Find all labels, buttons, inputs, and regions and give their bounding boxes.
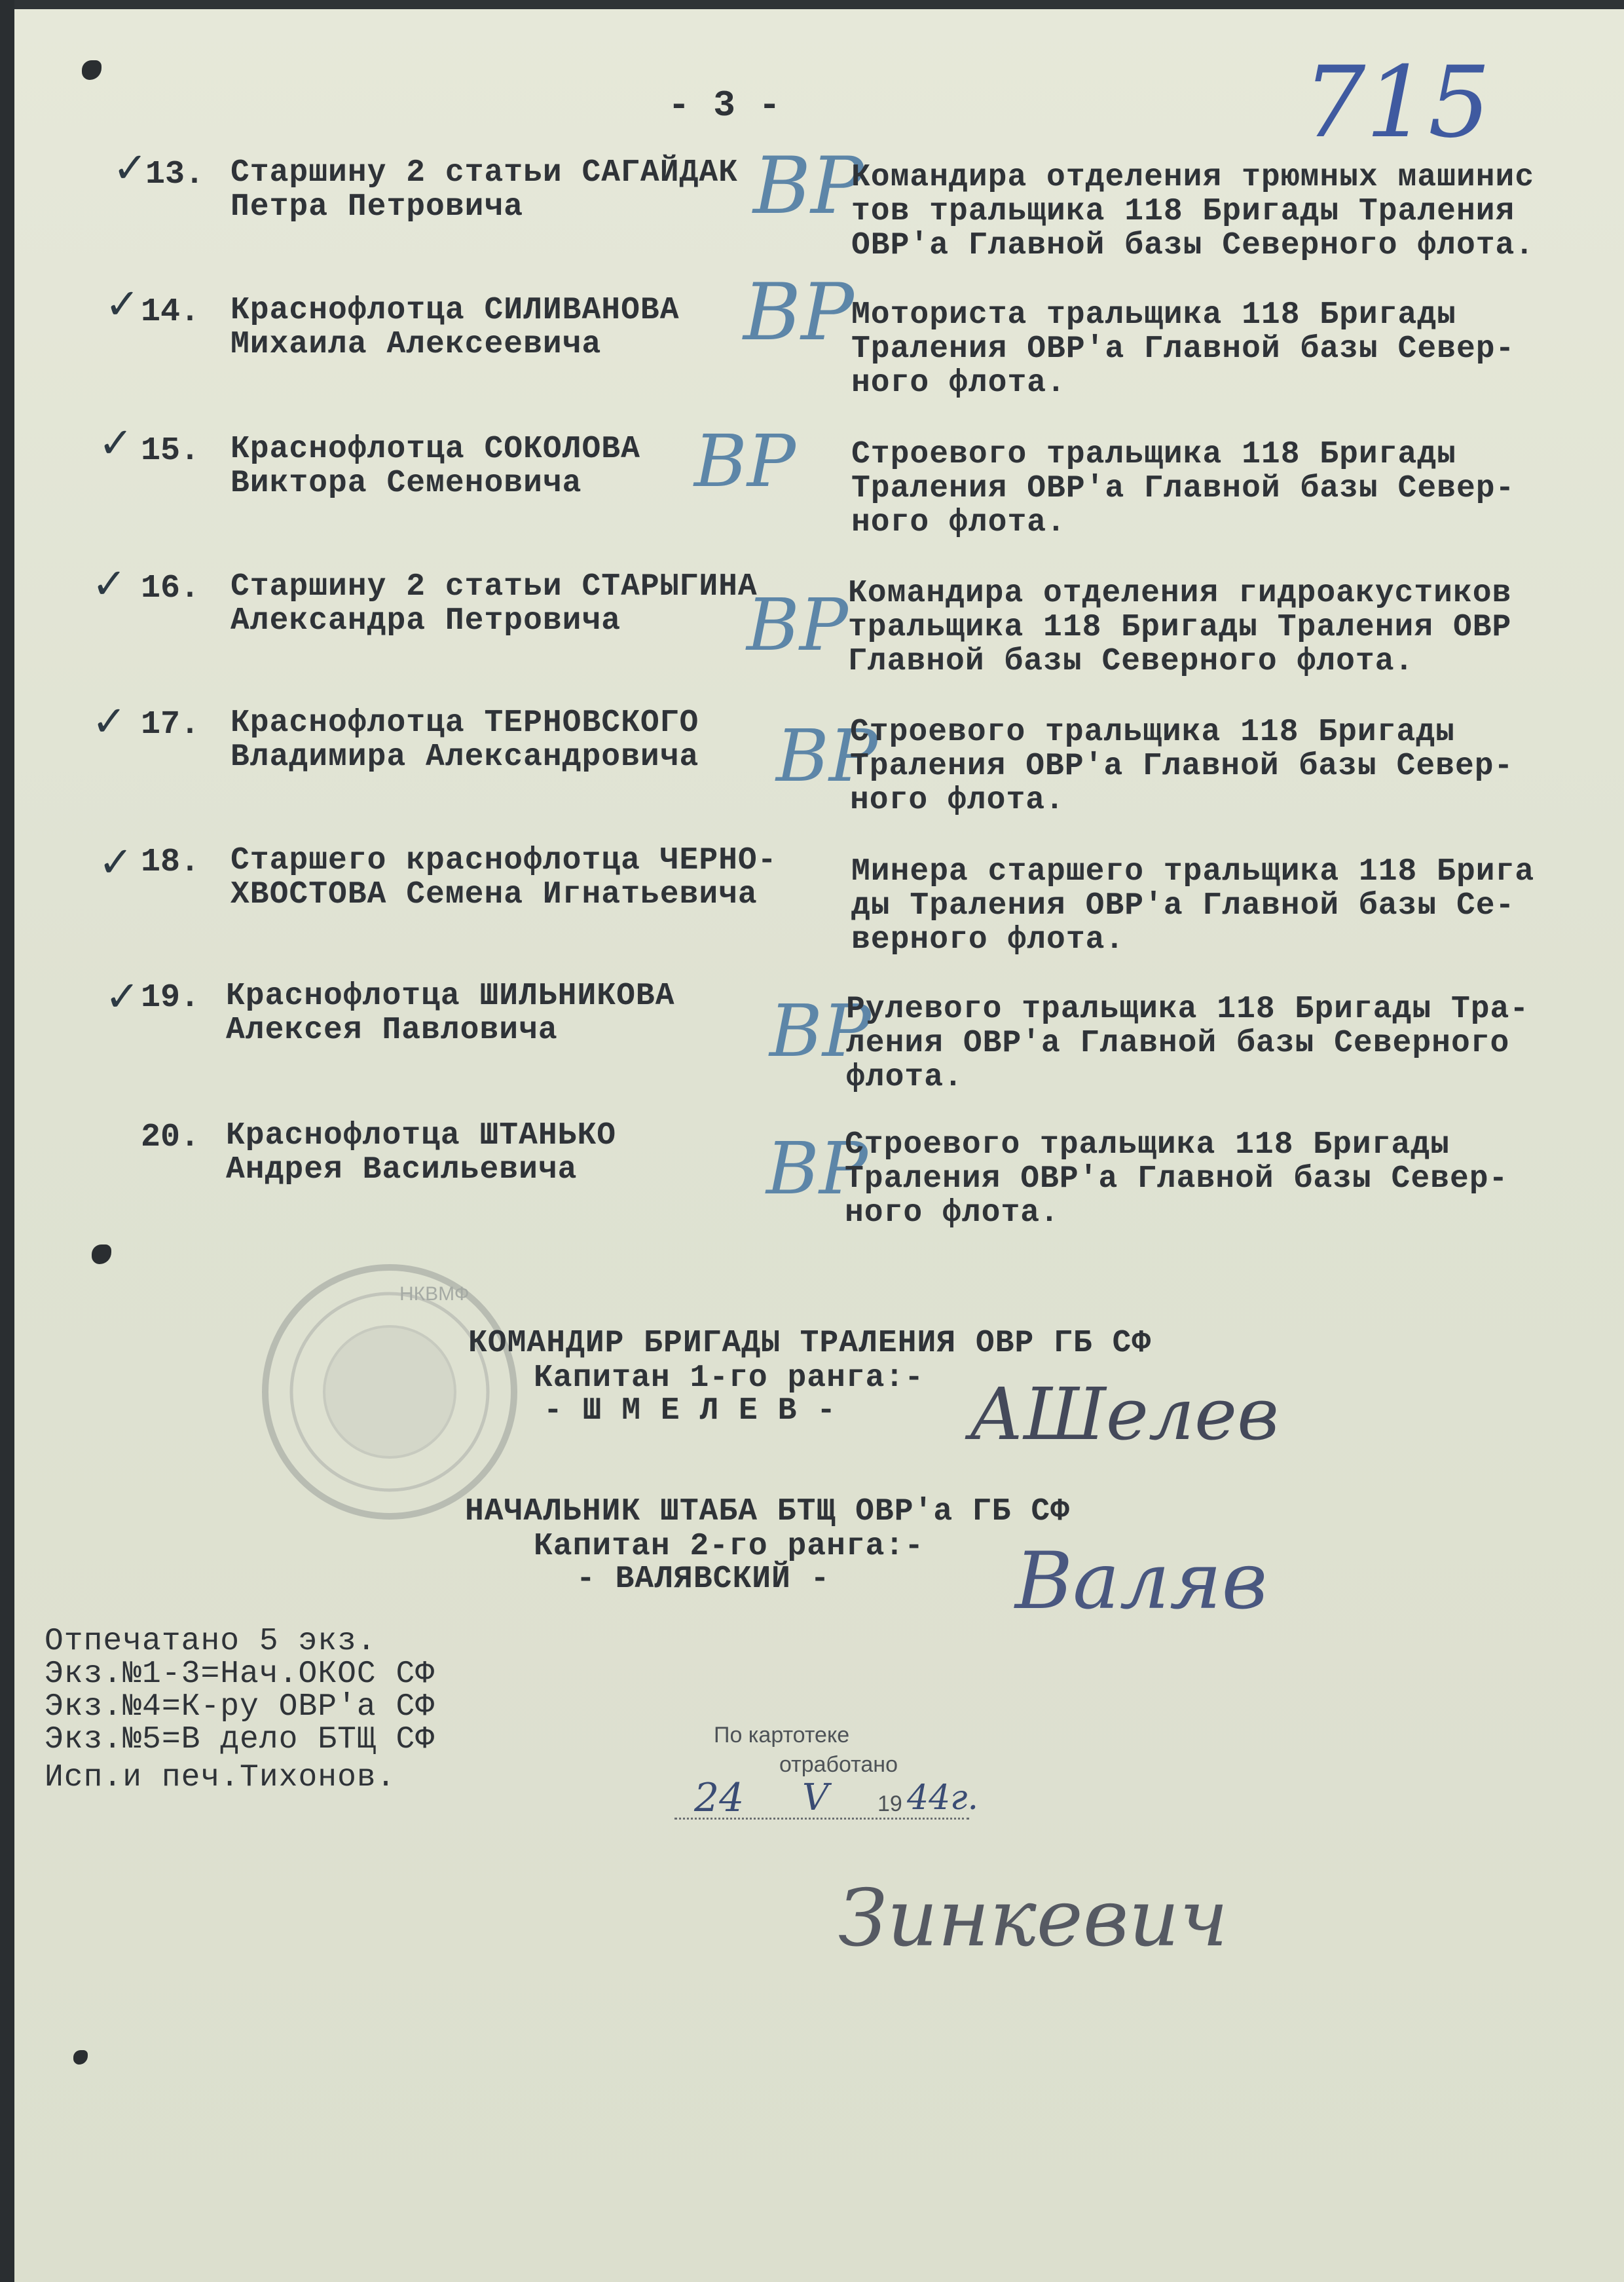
round-seal bbox=[259, 1261, 521, 1523]
entry-name: Краснофлотца ШТАНЬКО Андрея Васильевича bbox=[226, 1118, 617, 1188]
check-mark-icon: ✓ bbox=[105, 973, 140, 1021]
entry-name: Старшего краснофлотца ЧЕРНО- ХВОСТОВА Семена Игнатьевича bbox=[231, 843, 777, 912]
chief-of-staff-rank: Капитан 2-го ранга:- bbox=[534, 1529, 925, 1564]
distribution-line: Экз.№5=В дело БТЩ СФ bbox=[45, 1722, 435, 1757]
entry-number: 13. bbox=[145, 156, 205, 193]
chief-of-staff-title: НАЧАЛЬНИК ШТАБА БТЩ ОВР'а ГБ СФ bbox=[465, 1494, 1070, 1529]
entry-name: Краснофлотца СИЛИВАНОВА Михаила Алексеевича bbox=[231, 293, 680, 362]
scan-edge-top bbox=[0, 0, 1624, 9]
seal-text: НКВМФ bbox=[399, 1283, 470, 1305]
entry-position: Командира отделения гидроакустиков тральщика 118 Бригады Траления ОВР Главной базы Северного флота. bbox=[848, 576, 1512, 679]
chief-of-staff-signature: Валяв bbox=[1015, 1536, 1268, 1627]
entry-position: Строевого тральщика 118 Бригады Траления ОВР'а Главной базы Север- ного флота. bbox=[845, 1127, 1509, 1231]
check-mark-icon: ✓ bbox=[92, 560, 127, 608]
handwritten-vr-mark: ВР bbox=[694, 419, 796, 503]
entry-name: Старшину 2 статьи САГАЙДАК Петра Петровича bbox=[231, 155, 738, 225]
handwritten-vr-mark: ВР bbox=[769, 989, 871, 1073]
entry-position: Строевого тральщика 118 Бригады Траления ОВР'а Главной базы Север- ного флота. bbox=[850, 715, 1514, 818]
entry-number: 15. bbox=[141, 432, 200, 470]
check-mark-icon: ✓ bbox=[113, 144, 148, 193]
bottom-signature: Зинкевич bbox=[838, 1873, 1228, 1964]
entry-number: 17. bbox=[141, 706, 200, 743]
entry-position: Командира отделения трюмных машинис тов тральщика 118 Бригады Траления ОВР'а Главной базы Северного флота. bbox=[851, 160, 1535, 263]
commander-name: - Ш М Е Л Е В - bbox=[544, 1393, 837, 1429]
entry-position: Рулевого тральщика 118 Бригады Тра- ления ОВР'а Главной базы Северного флота. bbox=[846, 992, 1530, 1095]
entry-name: Краснофлотца СОКОЛОВА Виктора Семеновича bbox=[231, 432, 640, 501]
card-stamp-line2: отработано bbox=[779, 1752, 898, 1777]
entry-position: Моториста тральщика 118 Бригады Траления ОВР'а Главной базы Север- ного флота. bbox=[851, 297, 1515, 401]
entry-name: Краснофлотца ТЕРНОВСКОГО Владимира Александровича bbox=[231, 705, 699, 775]
handwritten-vr-mark: ВР bbox=[753, 141, 864, 232]
archive-number: 715 bbox=[1303, 46, 1491, 160]
punch-hole-mark bbox=[73, 2050, 88, 2065]
commander-title: КОМАНДИР БРИГАДЫ ТРАЛЕНИЯ ОВР ГБ СФ bbox=[468, 1326, 1152, 1361]
entry-number: 16. bbox=[141, 570, 200, 607]
entry-name: Краснофлотца ШИЛЬНИКОВА Алексея Павловича bbox=[226, 979, 675, 1048]
card-stamp-year: 44г. bbox=[907, 1778, 978, 1818]
card-stamp-month: V bbox=[802, 1776, 829, 1819]
handwritten-vr-mark: ВР bbox=[776, 714, 877, 798]
distribution-line: Отпечатано 5 экз. bbox=[45, 1624, 377, 1659]
check-mark-icon: ✓ bbox=[92, 698, 127, 746]
entry-number: 18. bbox=[141, 844, 200, 881]
card-stamp-underline bbox=[674, 1818, 969, 1820]
commander-signature: АШелев bbox=[969, 1372, 1280, 1456]
check-mark-icon: ✓ bbox=[98, 419, 134, 468]
entry-position: Минера старшего тральщика 118 Брига ды Траления ОВР'а Главной базы Се- верного флота. bbox=[851, 854, 1535, 958]
punch-hole-mark bbox=[82, 60, 101, 80]
entry-number: 20. bbox=[141, 1119, 200, 1156]
distribution-line: Исп.и печ.Тихонов. bbox=[45, 1760, 396, 1795]
entry-name: Старшину 2 статьи СТАРЫГИНА Александра Петровича bbox=[231, 569, 758, 639]
check-mark-icon: ✓ bbox=[105, 280, 140, 329]
entry-number: 14. bbox=[141, 293, 200, 331]
distribution-line: Экз.№1-3=Нач.ОКОС СФ bbox=[45, 1656, 435, 1692]
handwritten-vr-mark: ВР bbox=[747, 583, 848, 667]
commander-rank: Капитан 1-го ранга:- bbox=[534, 1360, 925, 1396]
chief-of-staff-name: - ВАЛЯВСКИЙ - bbox=[576, 1562, 830, 1597]
card-stamp-line1: По картотеке bbox=[714, 1723, 850, 1748]
check-mark-icon: ✓ bbox=[98, 838, 134, 887]
entry-position: Строевого тральщика 118 Бригады Траления ОВР'а Главной базы Север- ного флота. bbox=[851, 437, 1515, 540]
handwritten-vr-mark: ВР bbox=[743, 267, 854, 358]
scan-edge-left bbox=[0, 0, 14, 2282]
entry-number: 19. bbox=[141, 979, 200, 1017]
card-stamp-year-prefix: 19 bbox=[877, 1791, 902, 1816]
page-number: - 3 - bbox=[668, 84, 782, 126]
distribution-line: Экз.№4=К-ру ОВР'а СФ bbox=[45, 1689, 435, 1725]
card-stamp-day: 24 bbox=[694, 1775, 745, 1821]
handwritten-vr-mark: ВР bbox=[766, 1127, 868, 1210]
punch-hole-mark bbox=[92, 1244, 111, 1264]
